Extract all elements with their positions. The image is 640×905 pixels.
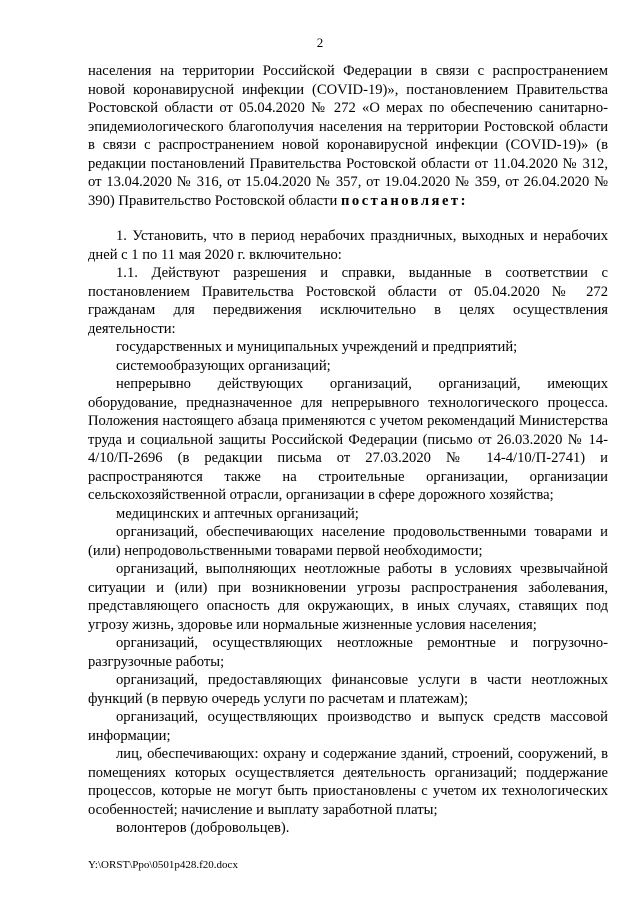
list-item-financial-services: организаций, предоставляющих финансовые услуги в части неотложных функций (в первую очередь услуги по расчетам и платежам);: [88, 672, 608, 707]
list-item-food-supply-organizations: организаций, обеспечивающих население продовольственными товарами и (или) непродовольственными товарами первой необходимости;: [88, 524, 608, 559]
list-item-continuous-organizations: непрерывно действующих организаций, организаций, имеющих оборудование, предназначенное для непрерывного технологического процесса. Положения настоящего абзаца применяются с учетом рекомендаций Министерства труда и социальной защиты Российской Федерации (письмо от 26.03.2020 № 14-4/10/П-2696 (в редакции письма от 27.03.2020 № 14-4/10/П-2741) и распространяются также на строительные организации, организации сельскохозяйственной отрасли, организации в сфере дорожного хозяйства;: [88, 376, 608, 503]
list-item-medical-organizations: медицинских и аптечных организаций;: [116, 505, 359, 522]
list-item-volunteers: волонтеров (добровольцев).: [116, 820, 290, 836]
clause-1-1: 1.1. Действуют разрешения и справки, выданные в соответствии с постановлением Правительства Ростовской области от 05.04.2020 № 272 гражданам для передвижения исключительно в целях осуществления деятельности:: [88, 265, 608, 337]
page-number: 2: [316, 35, 324, 50]
list-item-building-maintenance: лиц, обеспечивающих: охрану и содержание зданий, строений, сооружений, в помещениях которых осуществляется деятельность организаций; поддержание процессов, которые не могут быть приостановлены с учетом их технологических особенностей; начисление и выплату заработной платы;: [88, 746, 608, 818]
list-item-backbone-organizations: системообразующих организаций;: [116, 357, 331, 374]
document-body: [88, 62, 608, 838]
decree-word: постановляет:: [341, 192, 468, 209]
clause-1: 1. Установить, что в период нерабочих праздничных, выходных и нерабочих дней с 1 по 11 мая 2020 г. включительно:: [88, 228, 608, 263]
list-item-emergency-works: организаций, выполняющих неотложные работы в условиях чрезвычайной ситуации и (или) при возникновении угрозы распространения заболевания, представляющего опасность для окружающих, в иных случаях, ставящих под угрозу жизнь, здоровье или нормальные жизненные условия населения;: [88, 561, 608, 633]
intro-text: населения на территории Российской Федерации в связи с распространением новой коронавирусной инфекции (COVID-19)», постановлением Правительства Ростовской области от 05.04.2020 № 272 «О мерах по обеспечению санитарно-эпидемиологического благополучия населения на территории Ростовской области в связи с распространением новой коронавирусной инфекции (COVID-19)» (в редакции постановлений Правительства Ростовской области от 11.04.2020 № 312, от 13.04.2020 № 316, от 15.04.2020 № 357, от 19.04.2020 № 359, от 26.04.2020 № 390) Правительство Ростовской области: [88, 63, 608, 209]
list-item-state-institutions: государственных и муниципальных учреждений и предприятий;: [116, 339, 518, 355]
file-path-footer: Y:\ORST\Ppo\0501p428.f20.docx: [88, 859, 238, 871]
paragraph-gap: [88, 210, 608, 227]
intro-paragraph: [88, 62, 608, 210]
list-item-repair-loading-works: организаций, осуществляющих неотложные ремонтные и погрузочно-разгрузочные работы;: [88, 635, 608, 670]
list-item-mass-media: организаций, осуществляющих производство и выпуск средств массовой информации;: [88, 709, 608, 744]
